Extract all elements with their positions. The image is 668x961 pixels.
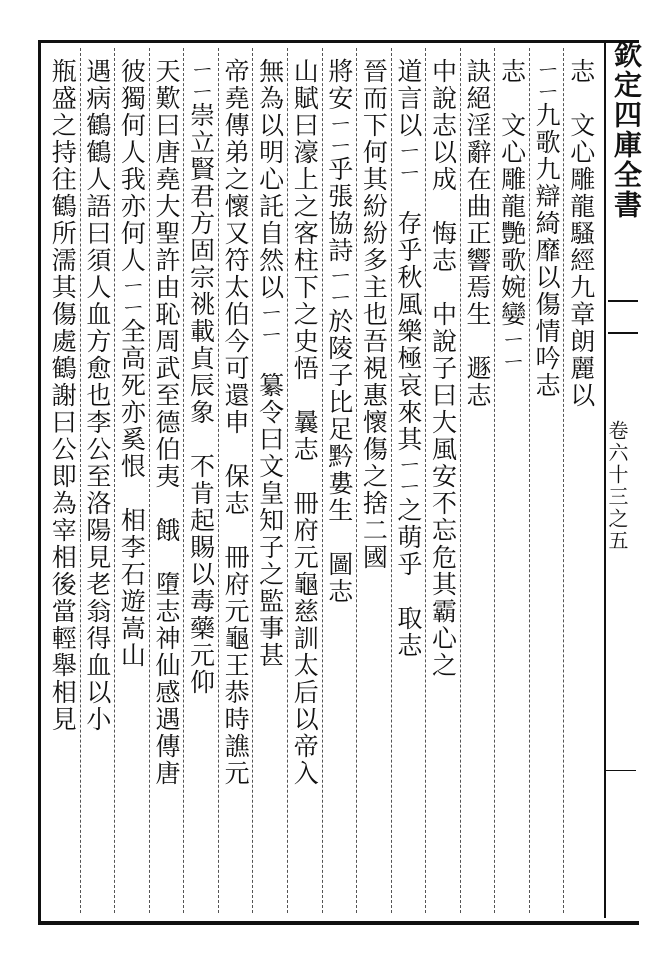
- text-column: 將安ㄧㄧ乎張協詩ㄧㄧ於陵子比足黔婁生 圖志: [324, 58, 354, 605]
- book-title: 欽定四庫全書: [610, 40, 643, 220]
- column-divider: [494, 48, 496, 913]
- column-divider: [460, 48, 462, 913]
- column-divider: [391, 48, 393, 913]
- column-divider: [356, 48, 358, 913]
- column-divider: [149, 48, 151, 913]
- text-column: 中說志以成 悔志 中說子曰大風安不忘危其霸心之: [428, 58, 458, 679]
- text-column: 晉而下何其紛紛多主也吾視惠懷傷之捨二國: [359, 58, 389, 571]
- text-column: 志 文心雕龍騷經九章朗麗以: [566, 58, 596, 409]
- column-divider: [287, 48, 289, 913]
- column-divider: [218, 48, 220, 913]
- column-divider: [563, 48, 565, 913]
- text-column: 無為以明心託自然以ㄧㄧ 纂令曰文皇知子之監事甚: [255, 58, 285, 669]
- text-column: 志 文心雕龍艷歌婉孌ㄧㄧ: [497, 58, 527, 399]
- margin-tick: [606, 770, 636, 771]
- text-column: ㄧㄧ九歌九辯綺靡以傷情吟志: [532, 58, 562, 399]
- text-column: 訣絕淫辭在曲正響焉生 遯志: [463, 58, 493, 409]
- text-column: 遇病鶴鶴人語曰須人血方愈也李公至洛陽見老翁得血以小: [82, 58, 112, 733]
- column-divider: [425, 48, 427, 913]
- column-divider: [322, 48, 324, 913]
- column-divider: [529, 48, 531, 913]
- text-column: ㄧㄧ崇立賢君方固宗祧載貞辰象 不肯起賜以毒藥元仰: [186, 58, 216, 696]
- text-column: 瓶盛之持往鶴所濡其傷處鶴謝曰公即為宰相後當輕舉相見: [48, 58, 78, 733]
- text-column: 彼獨何人我亦何人ㄧㄧ全高死亦奚恨 相李石遊嵩山: [117, 58, 147, 669]
- column-divider: [252, 48, 254, 913]
- text-column: 帝堯傳弟之懷又符太伯今可還申 保志 冊府元龜王恭時譙元: [221, 58, 251, 787]
- text-column: 天歎曰唐堯大聖許由恥周武至德伯夷 餓 墮志神仙感遇傳唐: [151, 58, 181, 787]
- text-column: 道言以ㄧㄧ 存乎秋風樂極哀來其ㄧㄧ之萌乎 取志: [393, 58, 423, 659]
- column-divider: [183, 48, 185, 913]
- column-divider: [80, 48, 82, 913]
- text-column: 山賦曰濠上之客柱下之史悟 曩志 冊府元龜慈訓太后以帝入: [290, 58, 320, 787]
- column-divider: [114, 48, 116, 913]
- volume-label: 卷六十三之五: [605, 420, 629, 552]
